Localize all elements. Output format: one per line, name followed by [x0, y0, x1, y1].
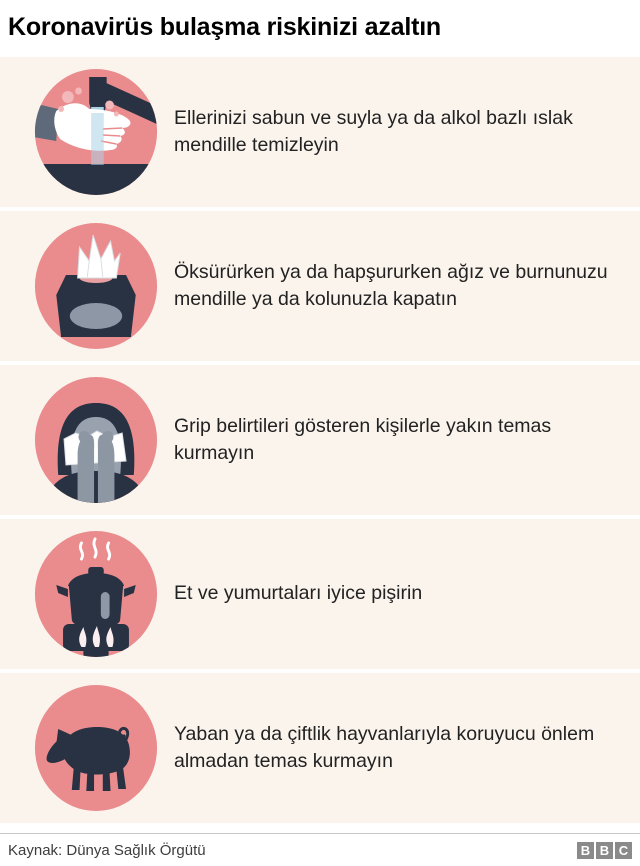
- footer: [0, 833, 640, 859]
- bbc-logo: [577, 842, 632, 859]
- advice-text: Öksürürken ya da hapşururken ağız ve burnunuzu mendille ya da kolunuzla kapatın: [174, 260, 608, 310]
- page-title: Koronavirüs bulaşma riskinizi azaltın: [8, 13, 442, 41]
- list-item: [0, 211, 640, 361]
- advice-text: Yaban ya da çiftlik hayvanlarıyla koruyucu önlem almadan temas kurmayın: [174, 722, 595, 772]
- list-item: [0, 519, 640, 669]
- advice-text: Ellerinizi sabun ve suyla ya da alkol bazlı ıslak mendille temizleyin: [174, 106, 573, 156]
- cooking-pot-icon: [33, 529, 159, 659]
- tissue-box-icon: [33, 221, 159, 351]
- advice-list: [0, 57, 640, 823]
- bbc-logo-letter: B: [596, 842, 613, 859]
- advice-text: Et ve yumurtaları iyice pişirin: [174, 582, 423, 605]
- source-credit: Kaynak: Dünya Sağlık Örgütü: [8, 842, 206, 859]
- bbc-logo-letter: B: [577, 842, 594, 859]
- advice-text: Grip belirtileri gösteren kişilerle yakın temas kurmayın: [174, 414, 552, 464]
- bbc-logo-letter: C: [615, 842, 632, 859]
- list-item: [0, 365, 640, 515]
- list-item: [0, 673, 640, 823]
- pig-icon: [33, 683, 159, 813]
- list-item: [0, 57, 640, 207]
- handwashing-icon: [33, 67, 159, 197]
- blowing-nose-icon: [33, 375, 159, 505]
